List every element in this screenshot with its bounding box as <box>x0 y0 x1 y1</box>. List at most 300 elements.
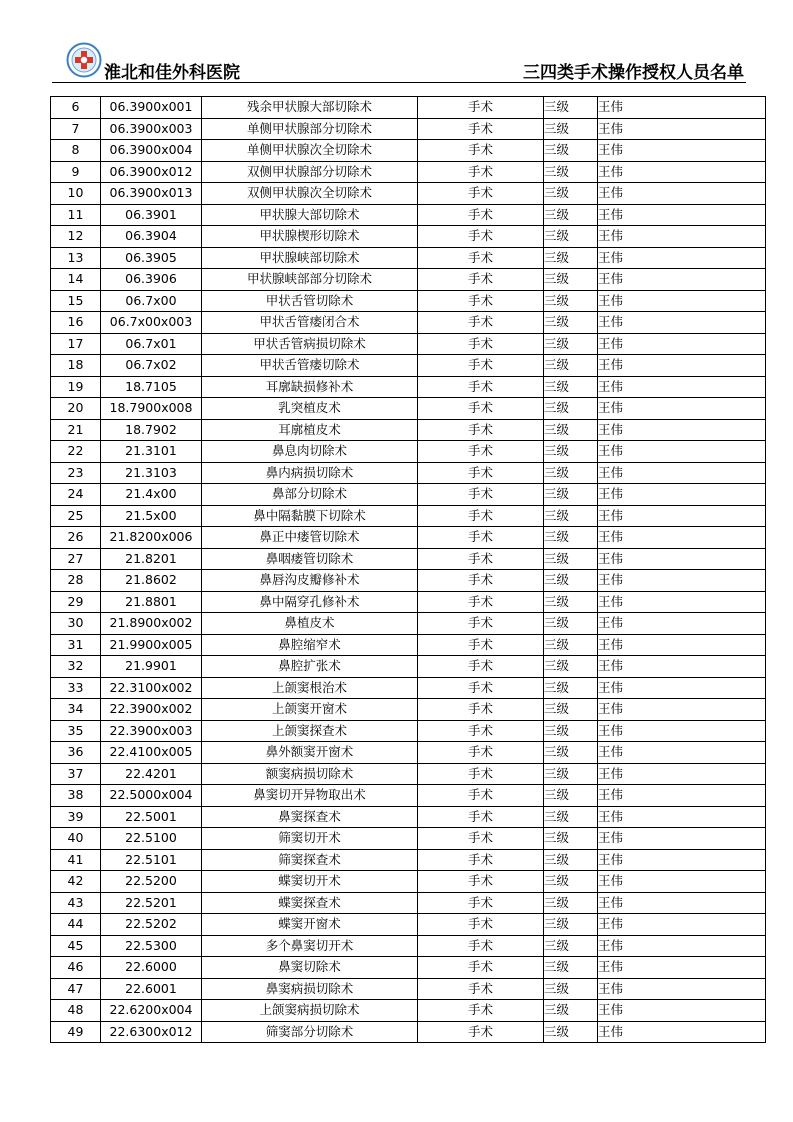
procedure-type: 手术 <box>418 634 544 656</box>
procedure-code: 22.3900x003 <box>101 720 202 742</box>
procedure-type: 手术 <box>418 935 544 957</box>
procedure-type: 手术 <box>418 376 544 398</box>
authorized-person: 王伟 <box>598 269 766 291</box>
surgery-level: 三级 <box>544 613 598 635</box>
authorized-person: 王伟 <box>598 849 766 871</box>
surgery-level: 三级 <box>544 355 598 377</box>
authorized-person: 王伟 <box>598 935 766 957</box>
authorized-person: 王伟 <box>598 1021 766 1043</box>
table-row <box>51 720 766 742</box>
procedure-code: 22.5300 <box>101 935 202 957</box>
procedure-type: 手术 <box>418 484 544 506</box>
procedure-code: 21.9900x005 <box>101 634 202 656</box>
surgery-level: 三级 <box>544 914 598 936</box>
authorized-person: 王伟 <box>598 226 766 248</box>
authorized-person: 王伟 <box>598 97 766 119</box>
authorized-person: 王伟 <box>598 505 766 527</box>
procedure-type: 手术 <box>418 849 544 871</box>
procedure-type: 手术 <box>418 591 544 613</box>
procedure-name: 乳突植皮术 <box>202 398 418 420</box>
procedure-name: 鼻内病损切除术 <box>202 462 418 484</box>
surgery-level: 三级 <box>544 247 598 269</box>
surgery-level: 三级 <box>544 935 598 957</box>
procedure-code: 22.3900x002 <box>101 699 202 721</box>
table-row <box>51 957 766 979</box>
procedure-type: 手术 <box>418 355 544 377</box>
procedure-name: 鼻部分切除术 <box>202 484 418 506</box>
row-number: 40 <box>51 828 101 850</box>
surgery-level: 三级 <box>544 376 598 398</box>
procedure-type: 手术 <box>418 656 544 678</box>
procedure-type: 手术 <box>418 183 544 205</box>
procedure-name: 残余甲状腺大部切除术 <box>202 97 418 119</box>
row-number: 47 <box>51 978 101 1000</box>
authorized-person: 王伟 <box>598 118 766 140</box>
surgery-level: 三级 <box>544 462 598 484</box>
procedure-code: 21.9901 <box>101 656 202 678</box>
procedure-code: 21.8900x002 <box>101 613 202 635</box>
row-number: 14 <box>51 269 101 291</box>
procedure-name: 上颌窦根治术 <box>202 677 418 699</box>
procedure-type: 手术 <box>418 1000 544 1022</box>
row-number: 38 <box>51 785 101 807</box>
surgery-level: 三级 <box>544 1000 598 1022</box>
procedure-name: 鼻窦切开异物取出术 <box>202 785 418 807</box>
procedure-name: 蝶窦切开术 <box>202 871 418 893</box>
surgery-level: 三级 <box>544 269 598 291</box>
procedure-code: 22.5201 <box>101 892 202 914</box>
authorized-person: 王伟 <box>598 742 766 764</box>
procedure-code: 21.5x00 <box>101 505 202 527</box>
procedure-type: 手术 <box>418 398 544 420</box>
procedure-type: 手术 <box>418 462 544 484</box>
authorized-person: 王伟 <box>598 806 766 828</box>
procedure-name: 额窦病损切除术 <box>202 763 418 785</box>
table-row <box>51 118 766 140</box>
table-row <box>51 785 766 807</box>
procedure-code: 22.4100x005 <box>101 742 202 764</box>
procedure-name: 鼻窦探查术 <box>202 806 418 828</box>
procedure-name: 耳廓缺损修补术 <box>202 376 418 398</box>
authorized-person: 王伟 <box>598 656 766 678</box>
table-row <box>51 226 766 248</box>
procedure-code: 21.3101 <box>101 441 202 463</box>
procedure-type: 手术 <box>418 720 544 742</box>
table-row <box>51 914 766 936</box>
procedure-name: 蝶窦探查术 <box>202 892 418 914</box>
procedure-code: 06.7x00 <box>101 290 202 312</box>
table-row <box>51 1000 766 1022</box>
authorized-person: 王伟 <box>598 312 766 334</box>
authorized-person: 王伟 <box>598 1000 766 1022</box>
surgery-level: 三级 <box>544 828 598 850</box>
procedure-name: 双侧甲状腺次全切除术 <box>202 183 418 205</box>
authorization-table <box>50 96 766 1043</box>
surgery-level: 三级 <box>544 398 598 420</box>
row-number: 20 <box>51 398 101 420</box>
procedure-code: 06.3906 <box>101 269 202 291</box>
procedure-type: 手术 <box>418 269 544 291</box>
table-row <box>51 419 766 441</box>
row-number: 18 <box>51 355 101 377</box>
procedure-type: 手术 <box>418 226 544 248</box>
surgery-level: 三级 <box>544 677 598 699</box>
row-number: 33 <box>51 677 101 699</box>
procedure-name: 鼻中隔穿孔修补术 <box>202 591 418 613</box>
table-row <box>51 527 766 549</box>
procedure-name: 甲状舌管瘘闭合术 <box>202 312 418 334</box>
row-number: 49 <box>51 1021 101 1043</box>
row-number: 32 <box>51 656 101 678</box>
procedure-name: 上颌窦开窗术 <box>202 699 418 721</box>
procedure-name: 甲状腺峡部部分切除术 <box>202 269 418 291</box>
procedure-name: 甲状舌管瘘切除术 <box>202 355 418 377</box>
authorized-person: 王伟 <box>598 376 766 398</box>
procedure-code: 18.7105 <box>101 376 202 398</box>
row-number: 12 <box>51 226 101 248</box>
authorized-person: 王伟 <box>598 677 766 699</box>
row-number: 21 <box>51 419 101 441</box>
authorized-person: 王伟 <box>598 140 766 162</box>
procedure-type: 手术 <box>418 505 544 527</box>
authorized-person: 王伟 <box>598 828 766 850</box>
procedure-name: 鼻唇沟皮瓣修补术 <box>202 570 418 592</box>
procedure-type: 手术 <box>418 97 544 119</box>
table-row <box>51 1021 766 1043</box>
procedure-type: 手术 <box>418 677 544 699</box>
authorized-person: 王伟 <box>598 204 766 226</box>
row-number: 45 <box>51 935 101 957</box>
row-number: 19 <box>51 376 101 398</box>
procedure-code: 22.6001 <box>101 978 202 1000</box>
surgery-level: 三级 <box>544 656 598 678</box>
authorized-person: 王伟 <box>598 462 766 484</box>
procedure-type: 手术 <box>418 161 544 183</box>
table-row <box>51 376 766 398</box>
procedure-code: 22.6200x004 <box>101 1000 202 1022</box>
row-number: 42 <box>51 871 101 893</box>
procedure-code: 22.3100x002 <box>101 677 202 699</box>
table-row <box>51 140 766 162</box>
procedure-type: 手术 <box>418 333 544 355</box>
authorized-person: 王伟 <box>598 634 766 656</box>
row-number: 39 <box>51 806 101 828</box>
procedure-code: 18.7902 <box>101 419 202 441</box>
procedure-name: 鼻腔扩张术 <box>202 656 418 678</box>
surgery-level: 三级 <box>544 226 598 248</box>
table-row <box>51 806 766 828</box>
procedure-type: 手术 <box>418 699 544 721</box>
procedure-code: 22.5202 <box>101 914 202 936</box>
authorized-person: 王伟 <box>598 355 766 377</box>
table-row <box>51 462 766 484</box>
procedure-name: 筛窦探查术 <box>202 849 418 871</box>
authorized-person: 王伟 <box>598 785 766 807</box>
authorized-person: 王伟 <box>598 570 766 592</box>
row-number: 28 <box>51 570 101 592</box>
procedure-name: 蝶窦开窗术 <box>202 914 418 936</box>
procedure-type: 手术 <box>418 763 544 785</box>
surgery-level: 三级 <box>544 720 598 742</box>
authorized-person: 王伟 <box>598 591 766 613</box>
table-row <box>51 849 766 871</box>
row-number: 31 <box>51 634 101 656</box>
procedure-name: 甲状腺楔形切除术 <box>202 226 418 248</box>
procedure-name: 鼻息肉切除术 <box>202 441 418 463</box>
procedure-name: 单侧甲状腺部分切除术 <box>202 118 418 140</box>
table-row <box>51 183 766 205</box>
procedure-code: 22.5200 <box>101 871 202 893</box>
procedure-type: 手术 <box>418 871 544 893</box>
procedure-code: 06.3905 <box>101 247 202 269</box>
hospital-logo-icon <box>66 42 102 78</box>
surgery-level: 三级 <box>544 118 598 140</box>
row-number: 17 <box>51 333 101 355</box>
procedure-name: 鼻咽瘘管切除术 <box>202 548 418 570</box>
procedure-code: 22.5000x004 <box>101 785 202 807</box>
procedure-code: 21.8200x006 <box>101 527 202 549</box>
surgery-level: 三级 <box>544 957 598 979</box>
row-number: 34 <box>51 699 101 721</box>
surgery-level: 三级 <box>544 806 598 828</box>
procedure-code: 06.3900x013 <box>101 183 202 205</box>
table-row <box>51 935 766 957</box>
surgery-level: 三级 <box>544 871 598 893</box>
table-row <box>51 204 766 226</box>
table-row <box>51 97 766 119</box>
surgery-level: 三级 <box>544 333 598 355</box>
authorized-person: 王伟 <box>598 441 766 463</box>
table-row <box>51 763 766 785</box>
surgery-level: 三级 <box>544 634 598 656</box>
row-number: 10 <box>51 183 101 205</box>
row-number: 35 <box>51 720 101 742</box>
row-number: 37 <box>51 763 101 785</box>
surgery-level: 三级 <box>544 161 598 183</box>
document-title: 三四类手术操作授权人员名单 <box>523 63 744 83</box>
table-row <box>51 548 766 570</box>
row-number: 23 <box>51 462 101 484</box>
table-row <box>51 355 766 377</box>
authorized-person: 王伟 <box>598 398 766 420</box>
row-number: 6 <box>51 97 101 119</box>
surgery-level: 三级 <box>544 290 598 312</box>
procedure-type: 手术 <box>418 441 544 463</box>
surgery-level: 三级 <box>544 183 598 205</box>
procedure-type: 手术 <box>418 204 544 226</box>
table-row <box>51 312 766 334</box>
procedure-name: 筛窦切开术 <box>202 828 418 850</box>
row-number: 48 <box>51 1000 101 1022</box>
table-row <box>51 613 766 635</box>
procedure-code: 06.3900x012 <box>101 161 202 183</box>
procedure-code: 06.3900x001 <box>101 97 202 119</box>
procedure-code: 22.5101 <box>101 849 202 871</box>
procedure-code: 06.3900x003 <box>101 118 202 140</box>
procedure-code: 06.3901 <box>101 204 202 226</box>
procedure-type: 手术 <box>418 914 544 936</box>
procedure-code: 21.8602 <box>101 570 202 592</box>
row-number: 24 <box>51 484 101 506</box>
procedure-type: 手术 <box>418 419 544 441</box>
surgery-level: 三级 <box>544 97 598 119</box>
procedure-code: 06.7x00x003 <box>101 312 202 334</box>
table-row <box>51 742 766 764</box>
table-row <box>51 871 766 893</box>
procedure-type: 手术 <box>418 978 544 1000</box>
surgery-level: 三级 <box>544 591 598 613</box>
procedure-code: 22.5001 <box>101 806 202 828</box>
procedure-name: 鼻植皮术 <box>202 613 418 635</box>
surgery-level: 三级 <box>544 419 598 441</box>
surgery-level: 三级 <box>544 1021 598 1043</box>
authorized-person: 王伟 <box>598 419 766 441</box>
procedure-code: 22.6000 <box>101 957 202 979</box>
procedure-name: 甲状腺大部切除术 <box>202 204 418 226</box>
procedure-type: 手术 <box>418 806 544 828</box>
row-number: 26 <box>51 527 101 549</box>
procedure-type: 手术 <box>418 570 544 592</box>
procedure-name: 耳廓植皮术 <box>202 419 418 441</box>
procedure-code: 21.4x00 <box>101 484 202 506</box>
authorized-person: 王伟 <box>598 871 766 893</box>
procedure-type: 手术 <box>418 118 544 140</box>
procedure-code: 22.6300x012 <box>101 1021 202 1043</box>
procedure-type: 手术 <box>418 892 544 914</box>
surgery-level: 三级 <box>544 527 598 549</box>
authorized-person: 王伟 <box>598 161 766 183</box>
surgery-level: 三级 <box>544 742 598 764</box>
row-number: 7 <box>51 118 101 140</box>
table-row <box>51 290 766 312</box>
surgery-level: 三级 <box>544 312 598 334</box>
procedure-code: 06.7x02 <box>101 355 202 377</box>
authorized-person: 王伟 <box>598 720 766 742</box>
authorized-person: 王伟 <box>598 892 766 914</box>
procedure-type: 手术 <box>418 290 544 312</box>
table-row <box>51 978 766 1000</box>
surgery-level: 三级 <box>544 505 598 527</box>
table-row <box>51 634 766 656</box>
authorized-person: 王伟 <box>598 548 766 570</box>
surgery-level: 三级 <box>544 699 598 721</box>
row-number: 22 <box>51 441 101 463</box>
procedure-name: 甲状腺峡部切除术 <box>202 247 418 269</box>
row-number: 13 <box>51 247 101 269</box>
procedure-type: 手术 <box>418 1021 544 1043</box>
row-number: 11 <box>51 204 101 226</box>
procedure-name: 甲状舌管切除术 <box>202 290 418 312</box>
authorized-person: 王伟 <box>598 613 766 635</box>
procedure-code: 21.8201 <box>101 548 202 570</box>
procedure-name: 鼻窦病损切除术 <box>202 978 418 1000</box>
table-row <box>51 247 766 269</box>
table-row <box>51 699 766 721</box>
authorized-person: 王伟 <box>598 290 766 312</box>
surgery-level: 三级 <box>544 978 598 1000</box>
authorized-person: 王伟 <box>598 484 766 506</box>
table-row <box>51 591 766 613</box>
procedure-type: 手术 <box>418 613 544 635</box>
row-number: 44 <box>51 914 101 936</box>
procedure-type: 手术 <box>418 527 544 549</box>
procedure-type: 手术 <box>418 548 544 570</box>
authorized-person: 王伟 <box>598 978 766 1000</box>
table-row <box>51 892 766 914</box>
table-row <box>51 677 766 699</box>
procedure-type: 手术 <box>418 742 544 764</box>
authorized-person: 王伟 <box>598 247 766 269</box>
table-row <box>51 333 766 355</box>
procedure-name: 鼻窦切除术 <box>202 957 418 979</box>
row-number: 30 <box>51 613 101 635</box>
row-number: 41 <box>51 849 101 871</box>
procedure-name: 上颌窦探查术 <box>202 720 418 742</box>
surgery-level: 三级 <box>544 849 598 871</box>
surgery-level: 三级 <box>544 140 598 162</box>
table-row <box>51 398 766 420</box>
surgery-level: 三级 <box>544 785 598 807</box>
row-number: 27 <box>51 548 101 570</box>
table-body <box>51 97 766 1043</box>
surgery-level: 三级 <box>544 204 598 226</box>
procedure-name: 上颌窦病损切除术 <box>202 1000 418 1022</box>
row-number: 29 <box>51 591 101 613</box>
procedure-name: 筛窦部分切除术 <box>202 1021 418 1043</box>
table-row <box>51 656 766 678</box>
table-row <box>51 570 766 592</box>
authorized-person: 王伟 <box>598 333 766 355</box>
row-number: 46 <box>51 957 101 979</box>
procedure-code: 06.7x01 <box>101 333 202 355</box>
procedure-name: 鼻正中瘘管切除术 <box>202 527 418 549</box>
table-row <box>51 269 766 291</box>
procedure-code: 21.8801 <box>101 591 202 613</box>
surgery-level: 三级 <box>544 441 598 463</box>
procedure-type: 手术 <box>418 312 544 334</box>
procedure-code: 06.3904 <box>101 226 202 248</box>
procedure-type: 手术 <box>418 247 544 269</box>
procedure-code: 21.3103 <box>101 462 202 484</box>
table-row <box>51 828 766 850</box>
row-number: 9 <box>51 161 101 183</box>
row-number: 25 <box>51 505 101 527</box>
procedure-type: 手术 <box>418 140 544 162</box>
surgery-level: 三级 <box>544 548 598 570</box>
table-row <box>51 161 766 183</box>
procedure-code: 22.4201 <box>101 763 202 785</box>
row-number: 16 <box>51 312 101 334</box>
table-row <box>51 484 766 506</box>
procedure-type: 手术 <box>418 785 544 807</box>
row-number: 36 <box>51 742 101 764</box>
procedure-code: 22.5100 <box>101 828 202 850</box>
procedure-name: 鼻腔缩窄术 <box>202 634 418 656</box>
row-number: 8 <box>51 140 101 162</box>
authorized-person: 王伟 <box>598 183 766 205</box>
surgery-level: 三级 <box>544 763 598 785</box>
procedure-type: 手术 <box>418 957 544 979</box>
authorized-person: 王伟 <box>598 957 766 979</box>
row-number: 43 <box>51 892 101 914</box>
surgery-level: 三级 <box>544 484 598 506</box>
row-number: 15 <box>51 290 101 312</box>
procedure-name: 多个鼻窦切开术 <box>202 935 418 957</box>
surgery-level: 三级 <box>544 892 598 914</box>
procedure-name: 单侧甲状腺次全切除术 <box>202 140 418 162</box>
authorized-person: 王伟 <box>598 699 766 721</box>
procedure-code: 18.7900x008 <box>101 398 202 420</box>
